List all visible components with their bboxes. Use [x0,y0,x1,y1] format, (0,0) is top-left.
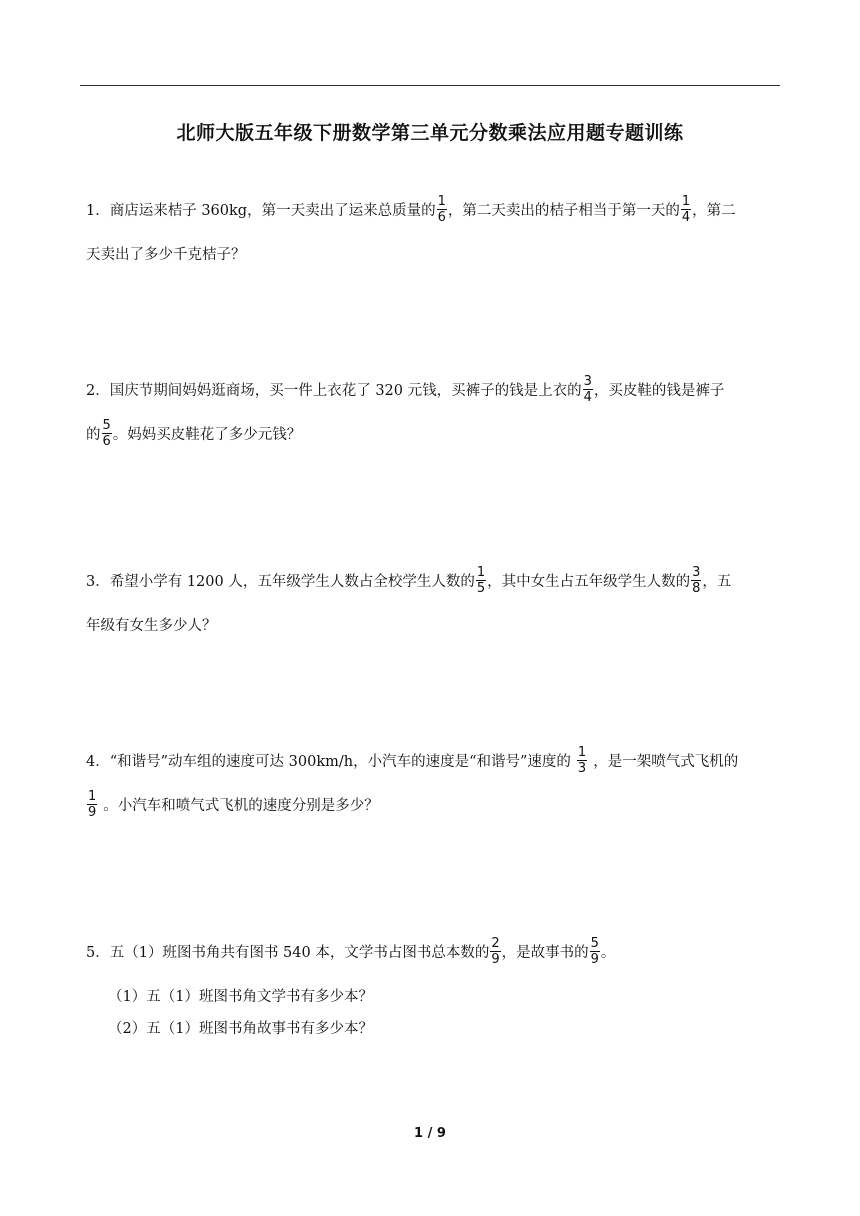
fraction-numerator: 1 [681,193,691,209]
fraction [476,566,486,595]
question-1 [86,189,776,277]
sub-question-5-2: （2）五（1）班图书角故事书有多少本？ [108,1021,373,1037]
fraction-numerator: 1 [88,788,97,804]
question-2 [86,369,776,457]
fraction-numerator: 5 [590,935,599,951]
question-3 [86,560,776,648]
question-text: ，其中女生占五年级学生人数的 [487,574,691,590]
question-text: ，第二天卖出的桔子相当于第一天的 [447,203,680,219]
question-2-line-2 [86,413,776,457]
fraction [490,937,500,966]
question-4 [86,740,776,828]
fraction-numerator: 1 [437,193,446,209]
question-2-line-1 [86,369,776,413]
fraction [590,937,600,966]
header-rule [80,85,780,86]
question-text: 3．希望小学有 1200 人，五年级学生人数占全校学生人数的 [86,574,475,590]
question-text: 。小汽车和喷气式飞机的速度分别是多少？ [103,798,379,814]
fraction [437,195,447,224]
question-1-line-2: 天卖出了多少千克桔子？ [86,247,246,263]
question-text: 2．国庆节期间妈妈逛商场，买一件上衣花了 320 元钱，买裤子的钱是上衣的 [86,383,582,399]
fraction [681,195,691,224]
page-title: 北师大版五年级下册数学第三单元分数乘法应用题专题训练 [176,122,684,144]
question-1-line-1 [86,189,776,233]
fraction [577,746,587,775]
question-3-line-1 [86,560,776,604]
fraction-numerator: 3 [583,373,592,389]
fraction-numerator: 3 [692,564,701,580]
fraction-denominator: 5 [476,580,486,596]
fraction [87,790,97,819]
question-text: 的 [86,427,101,443]
page-number: 1 / 9 [414,1126,446,1141]
question-text: 1．商店运来桔子 360kg，第一天卖出了运来总质量的 [86,203,436,219]
question-3-line-2: 年级有女生多少人？ [86,618,217,634]
question-text: ，是一架喷气式飞机的 [593,754,739,770]
fraction [691,566,701,595]
question-text: ，五 [702,574,732,590]
fraction [102,419,112,448]
fraction-numerator: 1 [476,564,486,580]
fraction-denominator: 4 [583,389,592,405]
question-4-line-1 [86,740,776,784]
question-4-line-2 [86,784,776,828]
fraction-denominator: 3 [577,760,587,776]
fraction-denominator: 8 [692,580,701,596]
question-text: 4．“和谐号”动车组的速度可达 300km/h，小汽车的速度是“和谐号”速度的 [86,754,571,770]
fraction-denominator: 9 [491,951,500,967]
fraction-denominator: 6 [437,209,446,225]
fraction-numerator: 1 [577,744,587,760]
question-5-line-1 [86,931,776,975]
question-text: ，是故事书的 [501,945,589,961]
fraction-denominator: 9 [88,804,97,820]
question-text: 。 [600,945,616,961]
question-text: ，第二 [692,203,736,219]
question-text: 5．五（1）班图书角共有图书 540 本，文学书占图书总本数的 [86,945,490,961]
fraction [583,375,593,404]
fraction-denominator: 6 [102,433,111,449]
fraction-denominator: 9 [590,951,599,967]
sub-question-5-1: （1）五（1）班图书角文学书有多少本？ [108,989,373,1005]
fraction-numerator: 5 [102,417,111,433]
question-5 [86,931,776,975]
fraction-denominator: 4 [681,209,691,225]
question-text: 。妈妈买皮鞋花了多少元钱？ [112,427,302,443]
fraction-numerator: 2 [491,935,500,951]
question-text: ，买皮鞋的钱是裤子 [593,383,725,399]
